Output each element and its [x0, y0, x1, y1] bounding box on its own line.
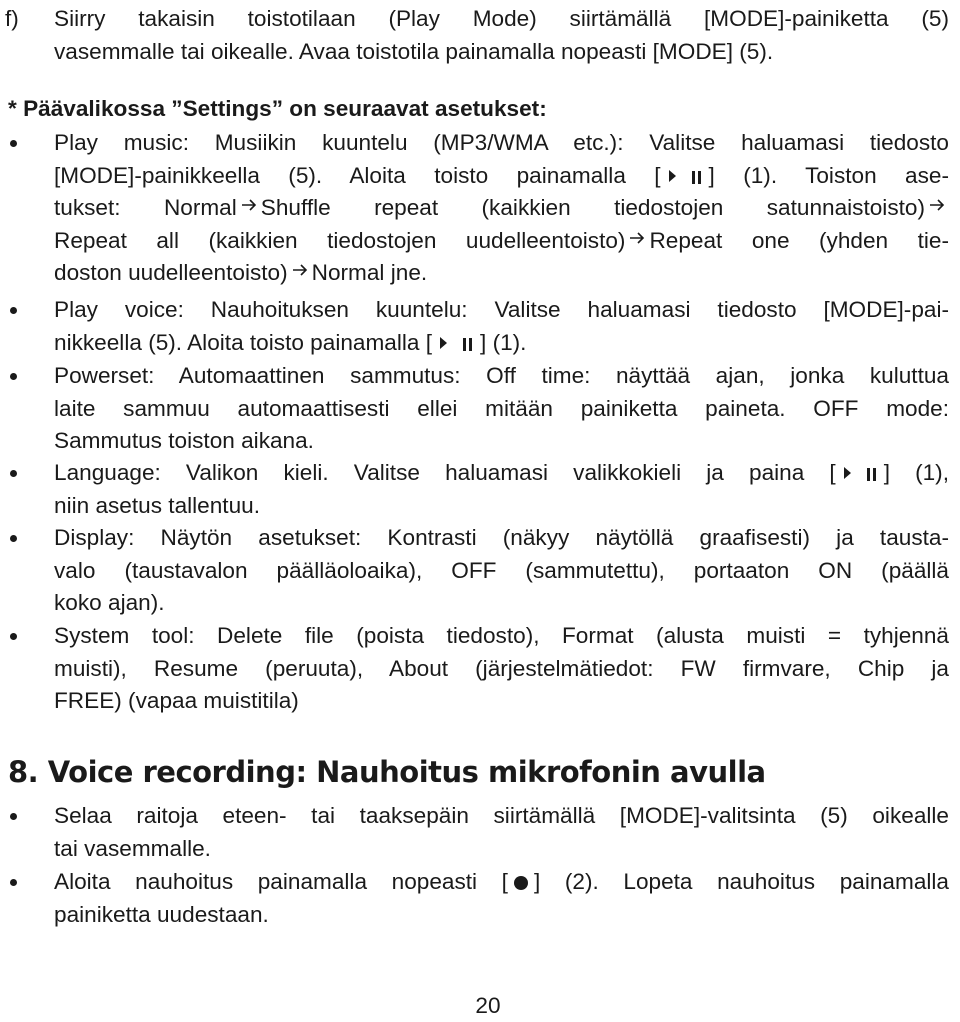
play-triangle-icon [844, 467, 851, 479]
bullet-icon [10, 470, 17, 477]
list-item-powerset [54, 360, 949, 458]
powerset-line-2: laite sammuu automaattisesti ellei mitään painiketta paineta. OFF mode: [54, 395, 949, 421]
list-item-play-voice [54, 294, 949, 359]
display-line-1: Display: Näytön asetukset: Kontrasti (näkyy näytöllä graafisesti) ja tausta- [54, 525, 949, 550]
step-f-line-2: vasemmalle tai oikealle. Avaa toistotila painamalla nopeasti [MODE] (5). [54, 38, 774, 64]
play-music-line-1: Play music: Musiikin kuuntelu (MP3/WMA etc.): Valitse haluamasi tiedosto [54, 130, 949, 155]
play-triangle-icon [440, 337, 447, 349]
list-item-play-music [54, 127, 949, 290]
play-music-line-2: [MODE]-painikkeella (5). Aloita toisto painamalla [ ] (1). Toiston ase- [54, 162, 949, 188]
list-item-start-recording [54, 866, 949, 931]
right-arrow-icon [241, 198, 257, 212]
right-arrow-icon [929, 198, 945, 212]
list-item-display [54, 522, 949, 620]
pause-icon [867, 468, 876, 481]
browse-line-2: tai vasemmalle. [54, 835, 211, 861]
system-tool-line-1: System tool: Delete file (poista tiedosto), Format (alusta muisti = tyhjennä [54, 623, 949, 648]
right-arrow-icon [292, 263, 308, 277]
pause-icon [463, 338, 472, 351]
play-voice-line-2: nikkeella (5). Aloita toisto painamalla [ ] (1). [54, 329, 527, 355]
step-f [5, 3, 949, 68]
play-voice-line-1: Play voice: Nauhoituksen kuuntelu: Valitse haluamasi tiedosto [MODE]-pai- [54, 297, 949, 322]
pause-icon [692, 171, 701, 184]
section-heading: 8. Voice recording: Nauhoitus mikrofonin avulla [8, 755, 766, 789]
display-line-3: koko ajan). [54, 590, 165, 616]
right-arrow-icon [629, 231, 645, 245]
bullet-icon [10, 307, 17, 314]
play-triangle-icon [669, 170, 676, 182]
bullet-icon [10, 535, 17, 542]
language-line-2: niin asetus tallentuu. [54, 492, 260, 518]
bullet-icon [10, 813, 17, 820]
system-tool-line-2: muisti), Resume (peruuta), About (järjestelmätiedot: FW firmvare, Chip ja [54, 655, 949, 681]
list-item-system-tool [54, 620, 949, 718]
browse-line-1: Selaa raitoja eteen- tai taaksepäin siirtämällä [MODE]-valitsinta (5) oikealle [54, 803, 949, 828]
bullet-icon [10, 879, 17, 886]
system-tool-line-3: FREE) (vapaa muistitila) [54, 688, 299, 714]
step-f-line-1: Siirry takaisin toistotilaan (Play Mode) siirtämällä [MODE]-painiketta (5) [54, 6, 949, 31]
bullet-icon [10, 633, 17, 640]
language-line-1: Language: Valikon kieli. Valitse haluamasi valikkokieli ja paina [ ] (1), [54, 460, 949, 485]
record-line-2: painiketta uudestaan. [54, 901, 269, 927]
display-line-2: valo (taustavalon päälläoloaika), OFF (sammutettu), portaaton ON (päällä [54, 557, 949, 583]
settings-heading: * Päävalikossa ”Settings” on seuraavat asetukset: [8, 96, 547, 121]
play-music-line-4: Repeat all (kaikkien tiedostojen uudelleentoisto) Repeat one (yhden tie- [54, 227, 949, 253]
record-dot-icon [514, 876, 528, 890]
list-item-browse-tracks [54, 800, 949, 865]
play-music-line-3: tukset: Normal Shuffle repeat (kaikkien tiedostojen satunnaistoisto) [54, 192, 949, 225]
bullet-icon [10, 373, 17, 380]
step-marker: f) [5, 6, 19, 31]
play-music-line-5: doston uudelleentoisto) Normal jne. [54, 260, 428, 286]
list-item-language [54, 457, 949, 522]
bullet-icon [10, 140, 17, 147]
powerset-line-3: Sammutus toiston aikana. [54, 428, 314, 454]
page-number: 20 [475, 993, 501, 1018]
powerset-line-1: Powerset: Automaattinen sammutus: Off time: näyttää ajan, jonka kuluttua [54, 363, 949, 388]
record-line-1: Aloita nauhoitus painamalla nopeasti [ ] (2). Lopeta nauhoitus painamalla [54, 869, 949, 894]
